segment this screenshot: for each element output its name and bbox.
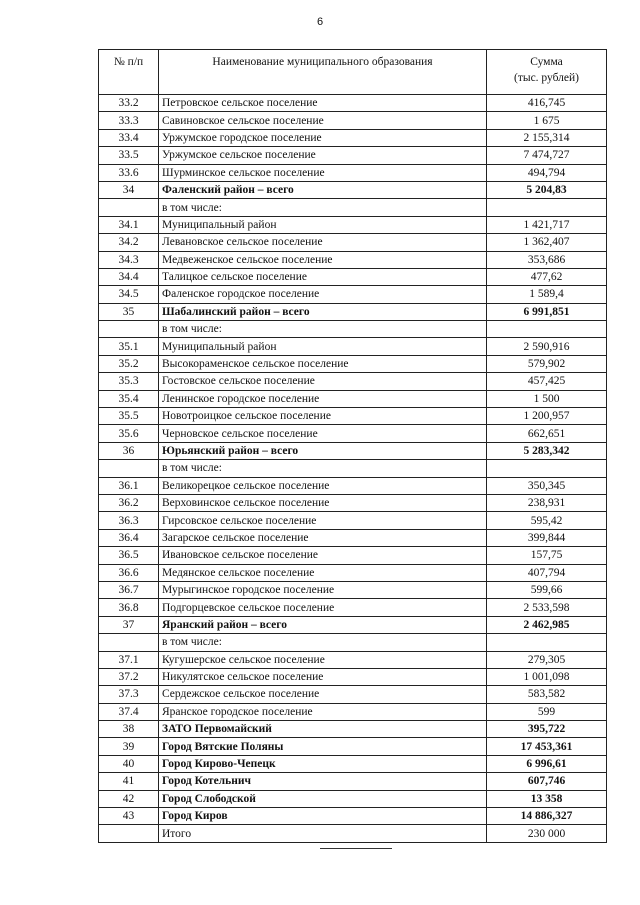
row-amount: 353,686 [487,251,607,268]
table-row [99,408,607,425]
row-amount: 457,425 [487,373,607,390]
row-amount: 7 474,727 [487,147,607,164]
row-municipality-name: Савиновское сельское поселение [159,112,487,129]
row-amount: 399,844 [487,529,607,546]
row-amount: 595,42 [487,512,607,529]
row-municipality-name: Фаленский район – всего [159,181,487,198]
table-row [99,564,607,581]
row-number: 35.3 [99,373,159,390]
row-number: 35.1 [99,338,159,355]
row-amount: 662,651 [487,425,607,442]
row-municipality-name: Фаленское городское поселение [159,286,487,303]
table-row [99,634,607,651]
table-row [99,651,607,668]
row-municipality-name: Медвеженское сельское поселение [159,251,487,268]
table-row [99,686,607,703]
row-municipality-name: Кугушерское сельское поселение [159,651,487,668]
row-municipality-name: в том числе: [159,634,487,651]
row-municipality-name: Сердежское сельское поселение [159,686,487,703]
row-amount: 350,345 [487,477,607,494]
row-amount: 5 283,342 [487,442,607,459]
row-number: 33.6 [99,164,159,181]
row-number: 36.6 [99,564,159,581]
table-header-row [99,50,607,95]
row-amount: 14 886,327 [487,808,607,825]
row-amount: 2 533,598 [487,599,607,616]
table-row [99,547,607,564]
table-row [99,355,607,372]
row-number [99,199,159,216]
row-number: 37.4 [99,703,159,720]
header-sum [487,50,607,95]
row-municipality-name: в том числе: [159,460,487,477]
table-row [99,825,607,842]
table-row [99,790,607,807]
row-municipality-name: Гирсовское сельское поселение [159,512,487,529]
row-municipality-name: Петровское сельское поселение [159,95,487,112]
row-number: 36 [99,442,159,459]
table-row [99,181,607,198]
table-row [99,338,607,355]
table-row [99,234,607,251]
row-number [99,460,159,477]
header-municipality-name: Наименование муниципального образования [159,50,487,95]
table-body [99,95,607,843]
row-municipality-name: Уржумское городское поселение [159,129,487,146]
page-number: 6 [316,16,324,28]
table-row [99,668,607,685]
row-municipality-name: в том числе: [159,199,487,216]
row-municipality-name: Ленинское городское поселение [159,390,487,407]
row-amount: 607,746 [487,773,607,790]
row-number: 39 [99,738,159,755]
row-municipality-name: Город Котельнич [159,773,487,790]
table-row [99,303,607,320]
row-municipality-name: Новотроицкое сельское поселение [159,408,487,425]
table-row [99,216,607,233]
municipal-amounts-table [98,49,607,843]
row-municipality-name: Яранское городское поселение [159,703,487,720]
row-municipality-name: Гостовское сельское поселение [159,373,487,390]
row-amount [487,199,607,216]
table-row [99,268,607,285]
table-row [99,477,607,494]
table-row [99,460,607,477]
header-sum-title: Сумма [530,56,563,68]
row-amount: 5 204,83 [487,181,607,198]
table-row [99,808,607,825]
table-row [99,95,607,112]
table-row [99,738,607,755]
table-row [99,773,607,790]
row-municipality-name: Муниципальный район [159,216,487,233]
table-row [99,425,607,442]
row-number [99,825,159,842]
row-amount: 1 200,957 [487,408,607,425]
row-municipality-name: Мурыгинское городское поселение [159,581,487,598]
table-row [99,390,607,407]
table-row [99,112,607,129]
row-number: 33.4 [99,129,159,146]
row-number: 40 [99,755,159,772]
row-amount [487,321,607,338]
row-amount: 17 453,361 [487,738,607,755]
row-amount: 6 996,61 [487,755,607,772]
row-municipality-name: Медянское сельское поселение [159,564,487,581]
row-municipality-name: Город Слободской [159,790,487,807]
row-municipality-name: Шабалинский район – всего [159,303,487,320]
row-number: 37.1 [99,651,159,668]
row-number: 36.4 [99,529,159,546]
row-number: 36.1 [99,477,159,494]
row-municipality-name: Подгорцевское сельское поселение [159,599,487,616]
row-number: 33.2 [99,95,159,112]
table-row [99,755,607,772]
row-amount: 6 991,851 [487,303,607,320]
row-amount: 599,66 [487,581,607,598]
row-number: 36.3 [99,512,159,529]
row-number: 33.3 [99,112,159,129]
row-amount: 1 675 [487,112,607,129]
table-row [99,199,607,216]
row-amount: 13 358 [487,790,607,807]
row-amount: 599 [487,703,607,720]
row-number: 35.2 [99,355,159,372]
row-number: 43 [99,808,159,825]
row-amount: 1 500 [487,390,607,407]
row-municipality-name: Уржумское сельское поселение [159,147,487,164]
row-number: 34.2 [99,234,159,251]
row-number: 36.8 [99,599,159,616]
table-row [99,581,607,598]
table-row [99,529,607,546]
row-number: 36.5 [99,547,159,564]
row-municipality-name: ЗАТО Первомайский [159,721,487,738]
row-amount: 416,745 [487,95,607,112]
row-number: 33.5 [99,147,159,164]
row-number: 35.4 [99,390,159,407]
row-amount: 1 421,717 [487,216,607,233]
row-number: 35.6 [99,425,159,442]
row-municipality-name: Загарское сельское поселение [159,529,487,546]
table-row [99,721,607,738]
row-municipality-name: Верховинское сельское поселение [159,494,487,511]
header-sum-unit: (тыс. рублей) [513,72,580,84]
row-municipality-name: в том числе: [159,321,487,338]
row-number: 35 [99,303,159,320]
row-number: 41 [99,773,159,790]
row-amount: 238,931 [487,494,607,511]
table-row [99,286,607,303]
table-row [99,147,607,164]
table-row [99,129,607,146]
row-amount [487,634,607,651]
row-municipality-name: Высокораменское сельское поселение [159,355,487,372]
row-municipality-name: Талицкое сельское поселение [159,268,487,285]
row-number: 37.3 [99,686,159,703]
row-municipality-name: Итого [159,825,487,842]
row-municipality-name: Город Вятские Поляны [159,738,487,755]
row-number: 38 [99,721,159,738]
row-amount: 494,794 [487,164,607,181]
footer-separator-line [320,848,392,849]
table-row [99,512,607,529]
row-number: 34.5 [99,286,159,303]
row-amount: 2 590,916 [487,338,607,355]
row-number: 34.3 [99,251,159,268]
row-amount: 1 001,098 [487,668,607,685]
table-row [99,616,607,633]
row-municipality-name: Левановское сельское поселение [159,234,487,251]
table-row [99,251,607,268]
row-number [99,321,159,338]
row-amount: 583,582 [487,686,607,703]
row-number: 42 [99,790,159,807]
row-municipality-name: Великорецкое сельское поселение [159,477,487,494]
row-municipality-name: Шурминское сельское поселение [159,164,487,181]
row-amount: 395,722 [487,721,607,738]
table-row [99,321,607,338]
row-number: 37.2 [99,668,159,685]
row-amount [487,460,607,477]
table-row [99,373,607,390]
row-number: 34 [99,181,159,198]
row-number: 36.2 [99,494,159,511]
row-municipality-name: Черновское сельское поселение [159,425,487,442]
row-municipality-name: Город Киров [159,808,487,825]
row-amount: 477,62 [487,268,607,285]
row-amount: 2 462,985 [487,616,607,633]
table-row [99,703,607,720]
row-amount: 279,305 [487,651,607,668]
table-row [99,442,607,459]
row-municipality-name: Юрьянский район – всего [159,442,487,459]
row-amount: 1 362,407 [487,234,607,251]
table-row [99,599,607,616]
header-number: № п/п [99,50,159,95]
row-municipality-name: Город Кирово-Чепецк [159,755,487,772]
row-number: 34.4 [99,268,159,285]
row-amount: 230 000 [487,825,607,842]
row-municipality-name: Яранский район – всего [159,616,487,633]
row-amount: 2 155,314 [487,129,607,146]
row-municipality-name: Никулятское сельское поселение [159,668,487,685]
row-amount: 579,902 [487,355,607,372]
row-number: 35.5 [99,408,159,425]
row-amount: 157,75 [487,547,607,564]
table-row [99,494,607,511]
row-amount: 407,794 [487,564,607,581]
row-number [99,634,159,651]
row-municipality-name: Ивановское сельское поселение [159,547,487,564]
row-number: 36.7 [99,581,159,598]
table-row [99,164,607,181]
row-amount: 1 589,4 [487,286,607,303]
row-number: 37 [99,616,159,633]
row-number: 34.1 [99,216,159,233]
row-municipality-name: Муниципальный район [159,338,487,355]
